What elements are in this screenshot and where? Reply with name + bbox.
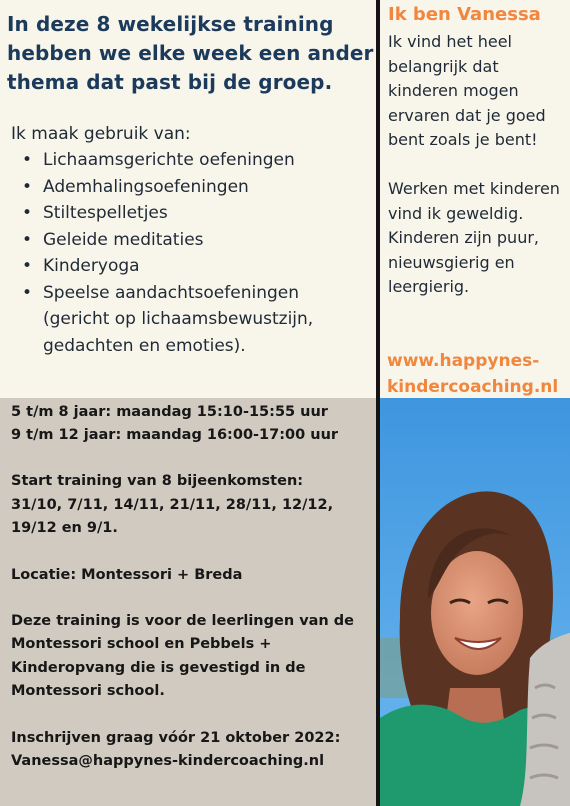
schedule-older: 9 t/m 12 jaar: maandag 16:00-17:00 uur xyxy=(11,427,339,443)
about-paragraph-2: Werken met kinderen vind ik geweldig. Kinderen zijn puur, nieuwsgierig en leergierig. xyxy=(388,179,560,296)
dates-line-1: 31/10, 7/11, 14/11, 21/11, 28/11, 12/12, xyxy=(11,497,334,513)
about-panel xyxy=(380,0,570,398)
email-link[interactable]: Vanessa@happynes-kindercoaching.nl xyxy=(11,753,325,769)
headline: In deze 8 wekelijkse training hebben we elke week een ander thema dat past bij de groep. xyxy=(7,12,374,94)
registration-deadline: Inschrijven graag vóór 21 oktober 2022: xyxy=(11,730,341,746)
methods-list xyxy=(20,147,370,359)
location: Locatie: Montessori + Breda xyxy=(11,567,243,583)
intro-panel xyxy=(0,0,376,398)
details-panel xyxy=(0,398,376,806)
portrait-photo xyxy=(380,398,570,806)
method-item: • Geleide meditaties xyxy=(20,227,370,254)
method-item: • Kinderyoga xyxy=(20,253,370,280)
method-item: • Ademhalingsoefeningen xyxy=(20,174,370,201)
audience-text: Deze training is voor de leerlingen van de Montessori school en Pebbels + Kinderopvang die is gevestigd in de Montessori school. xyxy=(11,613,355,699)
schedule-young: 5 t/m 8 jaar: maandag 15:10-15:55 uur xyxy=(11,404,328,420)
website-link[interactable]: www.happynes- kindercoaching.nl xyxy=(387,351,559,397)
methods-intro: Ik maak gebruik van: xyxy=(11,124,191,144)
about-title: Ik ben Vanessa xyxy=(388,4,541,25)
method-item: • Stiltespelletjes xyxy=(20,200,370,227)
start-label: Start training van 8 bijeenkomsten: xyxy=(11,473,304,489)
dates-line-2: 19/12 en 9/1. xyxy=(11,520,118,536)
about-paragraph-1: Ik vind het heel belangrijk dat kinderen mogen ervaren dat je goed bent zoals je bent! xyxy=(388,32,546,149)
method-item: • Speelse aandachtsoefeningen (gericht op lichaamsbewustzijn, gedachten en emoties). xyxy=(20,280,370,360)
method-item: • Lichaamsgerichte oefeningen xyxy=(20,147,370,174)
